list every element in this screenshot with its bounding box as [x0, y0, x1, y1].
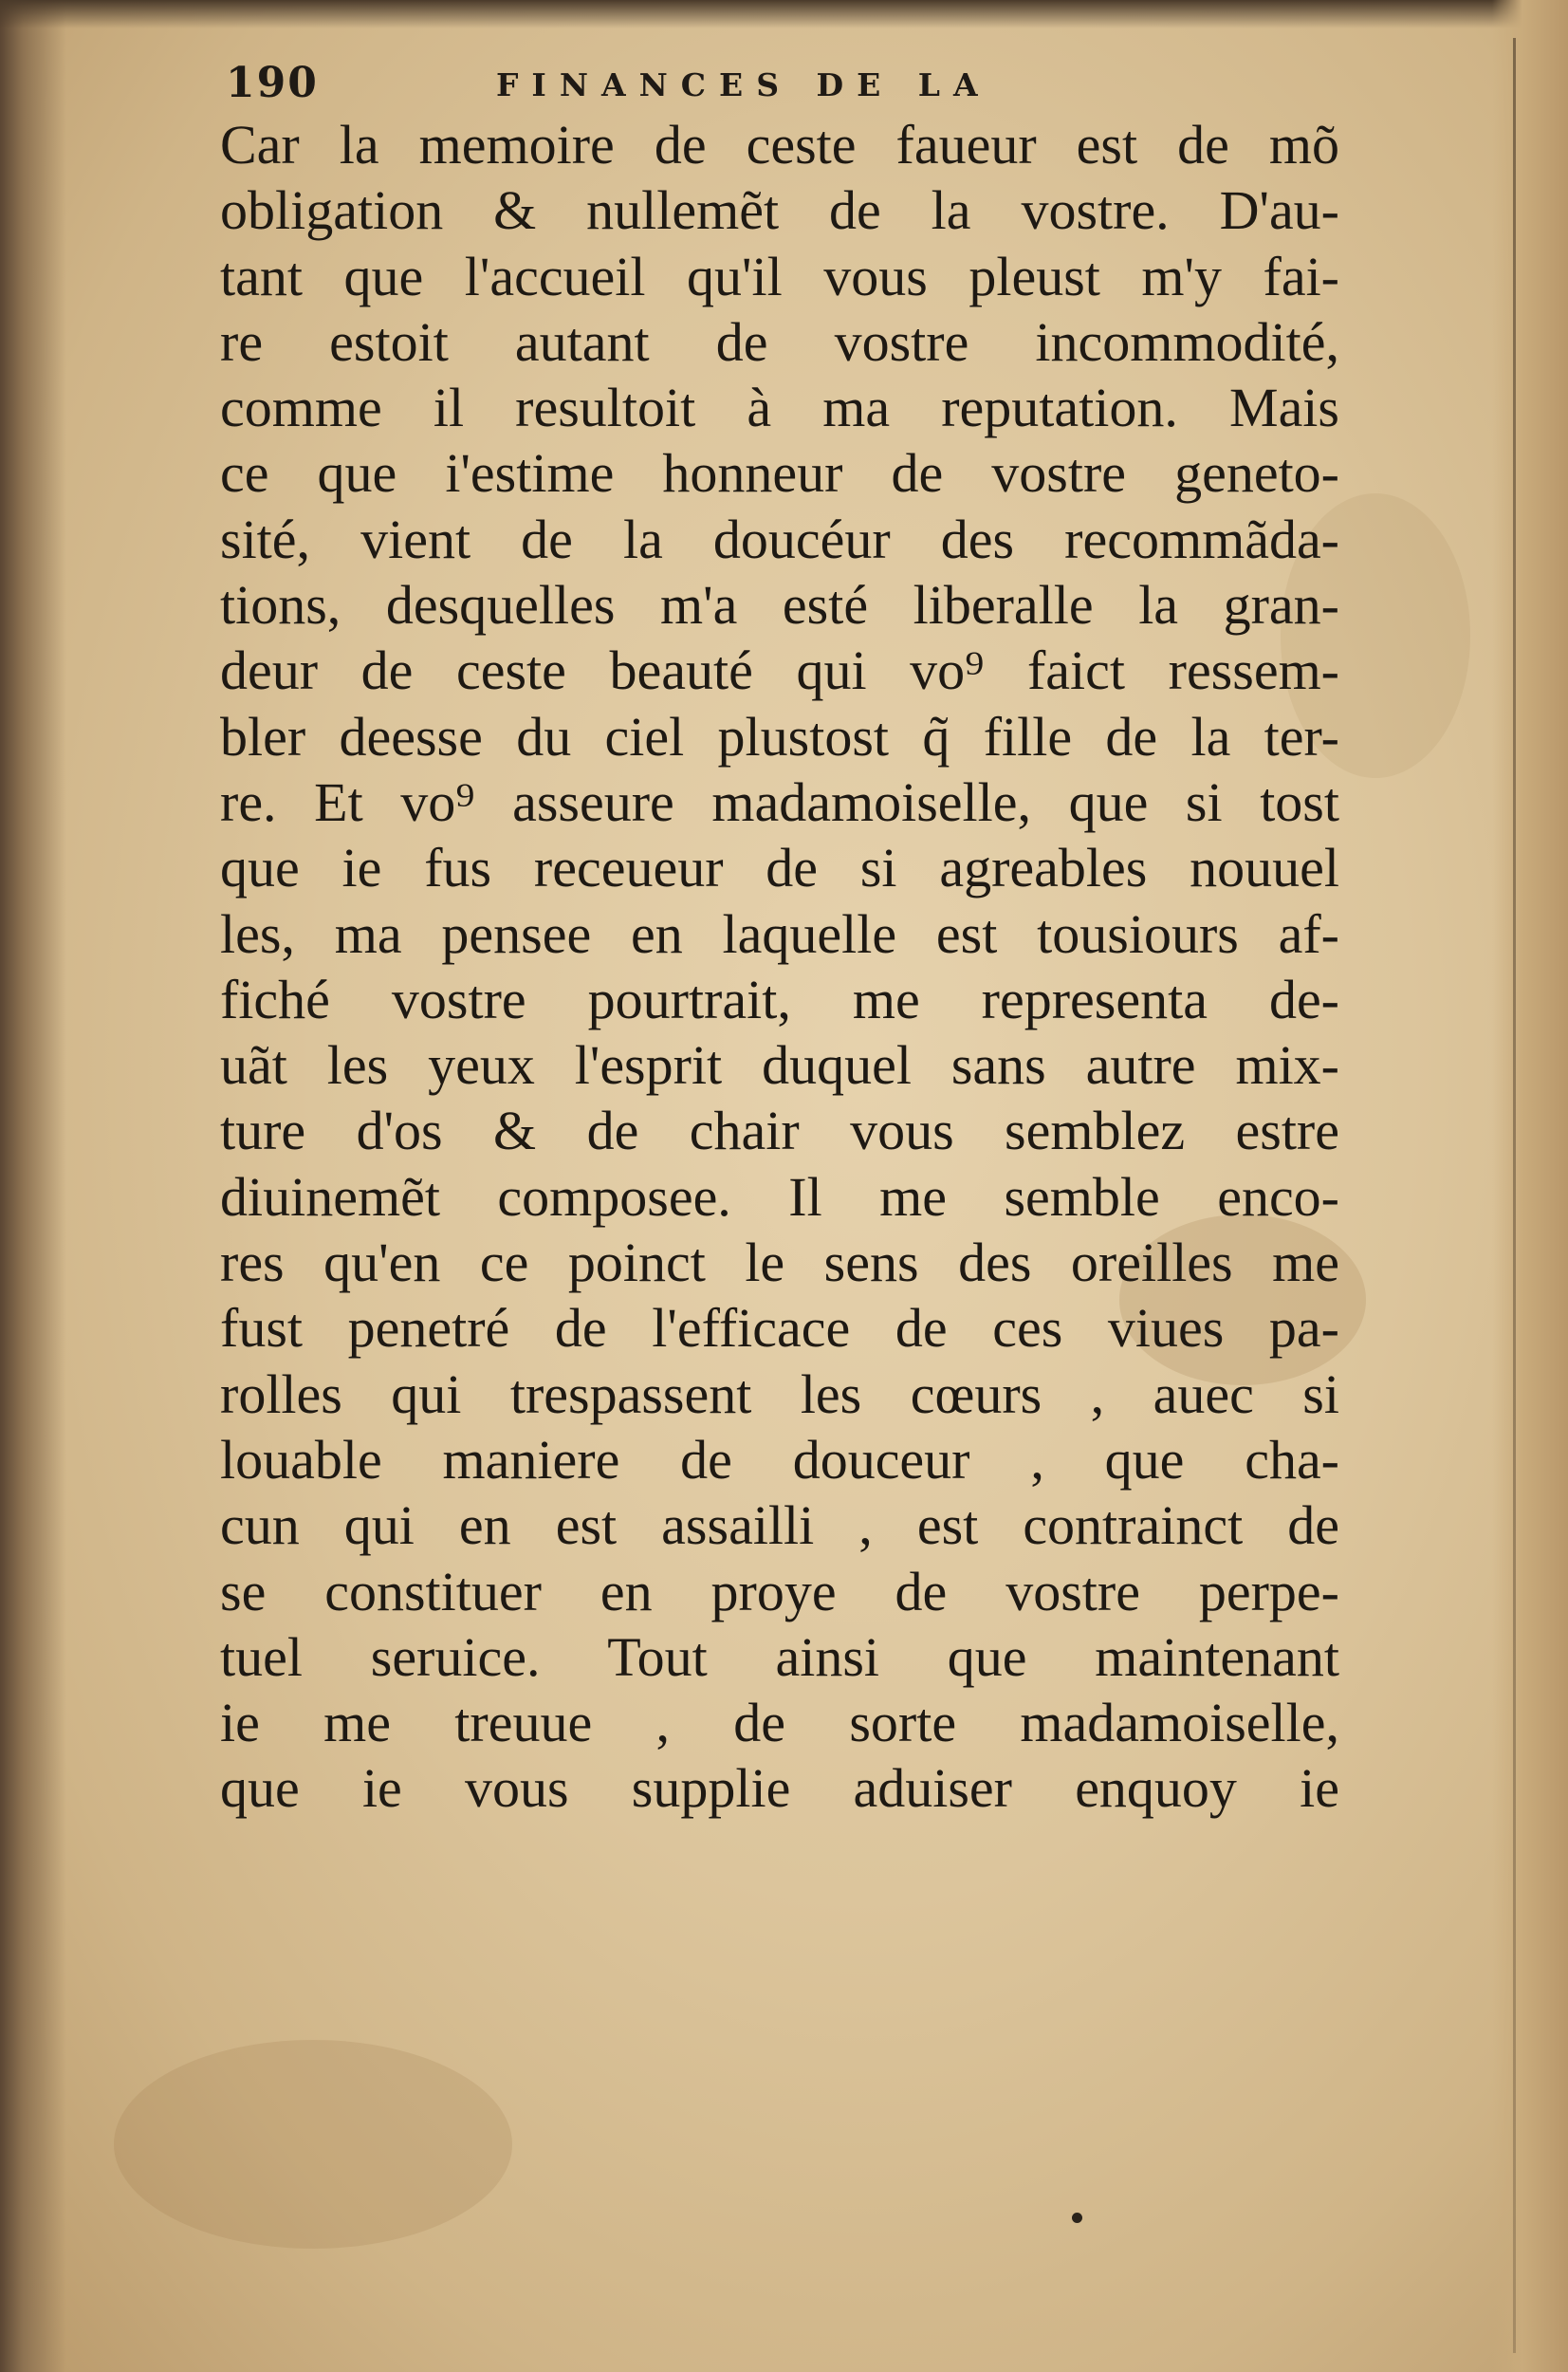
text-line: tions, desquelles m'a esté liberalle la gran-: [220, 574, 1339, 637]
page-number: 190: [226, 59, 319, 107]
binding-shadow: [0, 0, 66, 2372]
paper-stain: [114, 2040, 512, 2249]
text-line: tuel seruice. Tout ainsi que maintenant: [220, 1625, 1339, 1688]
text-line: tant que l'accueil qu'il vous pleust m'y fai-: [220, 245, 1339, 307]
text-line: re estoit autant de vostre incommodité,: [220, 310, 1339, 373]
text-line: bler deesse du ciel plustost q̃ fille de la ter-: [220, 705, 1339, 768]
text-line: deur de ceste beauté qui vo⁹ faict ressem-: [220, 639, 1339, 702]
text-line: louable maniere de douceur , que cha-: [220, 1428, 1339, 1491]
text-line: uãt les yeux l'esprit duquel sans autre mix-: [220, 1034, 1339, 1097]
ink-dot: [1072, 2213, 1082, 2223]
text-line: Car la memoire de ceste faueur est de mõ: [220, 114, 1339, 176]
text-line: sité, vient de la doucéur des recommãda-: [220, 508, 1339, 570]
text-line: fiché vostre pourtrait, me representa de-: [220, 968, 1339, 1030]
page-fold-line: [1513, 38, 1516, 2353]
text-line: ture d'os & de chair vous semblez estre: [220, 1100, 1339, 1162]
text-line: res qu'en ce poinct le sens des oreilles me: [220, 1232, 1339, 1294]
text-line: rolles qui trespassent les cœurs , auec si: [220, 1362, 1339, 1425]
text-line: comme il resultoit à ma reputation. Mais: [220, 377, 1339, 439]
text-line: se constituer en proye de vostre perpe-: [220, 1560, 1339, 1622]
text-line: diuinemẽt composee. Il me semble enco-: [220, 1165, 1339, 1228]
text-line: ie me treuue , de sorte madamoiselle,: [220, 1692, 1339, 1754]
text-line: fust penetré de l'efficace de ces viues pa-: [220, 1297, 1339, 1360]
text-line: cun qui en est assailli , est contrainct de: [220, 1494, 1339, 1557]
page-header: [226, 59, 1364, 116]
body-text: [220, 112, 1339, 1822]
text-line: que ie vous supplie aduiser enquoy ie: [220, 1757, 1339, 1820]
text-line: ce que i'estime honneur de vostre geneto-: [220, 442, 1339, 505]
page-edge: [1492, 0, 1568, 2372]
text-line: obligation & nullemẽt de la vostre. D'au-: [220, 179, 1339, 242]
running-head: FINANCES DE LA: [496, 66, 991, 103]
top-edge-shadow: [0, 0, 1568, 28]
text-line: re. Et vo⁹ asseure madamoiselle, que si tost: [220, 770, 1339, 833]
text-line: que ie fus receueur de si agreables nouuel: [220, 837, 1339, 899]
text-line: les, ma pensee en laquelle est tousiours af-: [220, 902, 1339, 965]
